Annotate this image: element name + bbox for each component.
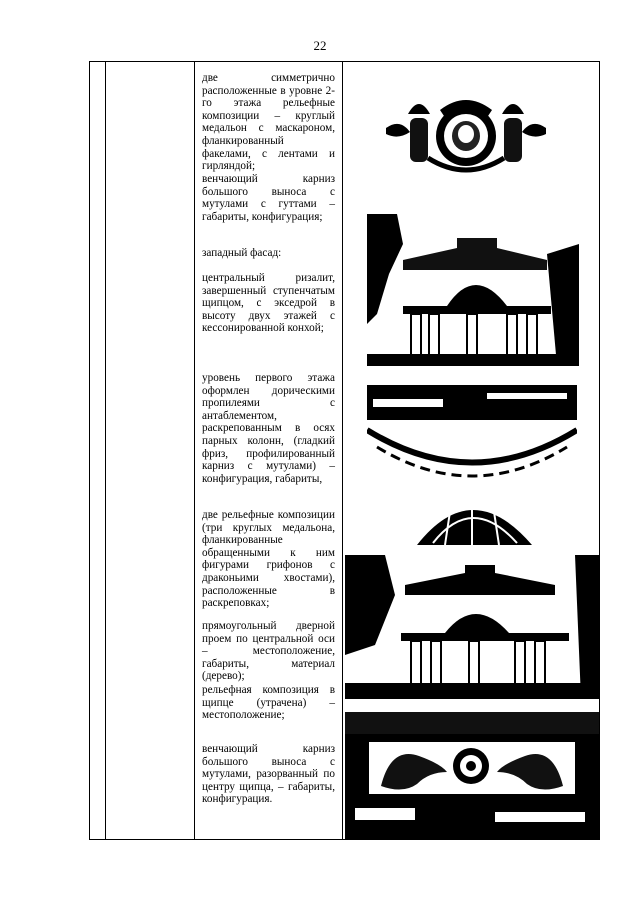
column-divider-3 (342, 62, 343, 839)
photo-propylaea (345, 555, 599, 699)
paragraph-doorway: прямоугольный дверной проем по центральной оси – местоположение, габариты, материал (дерево); (202, 620, 335, 683)
column-divider-1 (105, 62, 106, 839)
column-divider-2 (194, 62, 195, 839)
page-number: 22 (313, 38, 327, 53)
paragraph-griffin-reliefs: две рельефные композиции (три круглых медальона, фланкированные обращенными к ним фигурами грифонов с драконьими хвостами), расположенные в раскреповках; (202, 509, 335, 610)
paragraph-pediment-relief: рельефная композиция в щипце (утрачена) – местоположение; (202, 684, 335, 722)
photo-west-facade (367, 214, 579, 366)
paragraph-broken-cornice: венчающий карниз большого выноса с мутулами, разорванный по центру щипца, – габариты, конфигурация. (202, 743, 335, 806)
photo-medallion-relief (380, 88, 552, 182)
paragraph-crowning-cornice: венчающий карниз большого выноса с мутулами с гуттами – габариты, конфигурация; (202, 173, 335, 223)
photo-coffered-conch (367, 385, 577, 550)
paragraph-medallion-reliefs: две симметрично расположенные в уровне 2-го этажа рельефные композиции – круглый медальон с маскароном, фланкированный факелами, с лентами и гирляндой; (202, 72, 335, 173)
paragraph-west-facade: западный фасад: (202, 247, 282, 259)
paragraph-central-risalit: центральный ризалит, завершенный ступенчатым щипцом, с экседрой в высоту двух этажей с кессонированной конхой; (202, 272, 335, 335)
photo-griffin-relief (345, 712, 599, 839)
paragraph-propylaea: уровень первого этажа оформлен дорическими пропилеями с антаблементом, раскрепованным в осях парных колонн, (гладкий фриз, профилированный карниз с мутулами) – конфигурация, габариты, (202, 372, 335, 485)
